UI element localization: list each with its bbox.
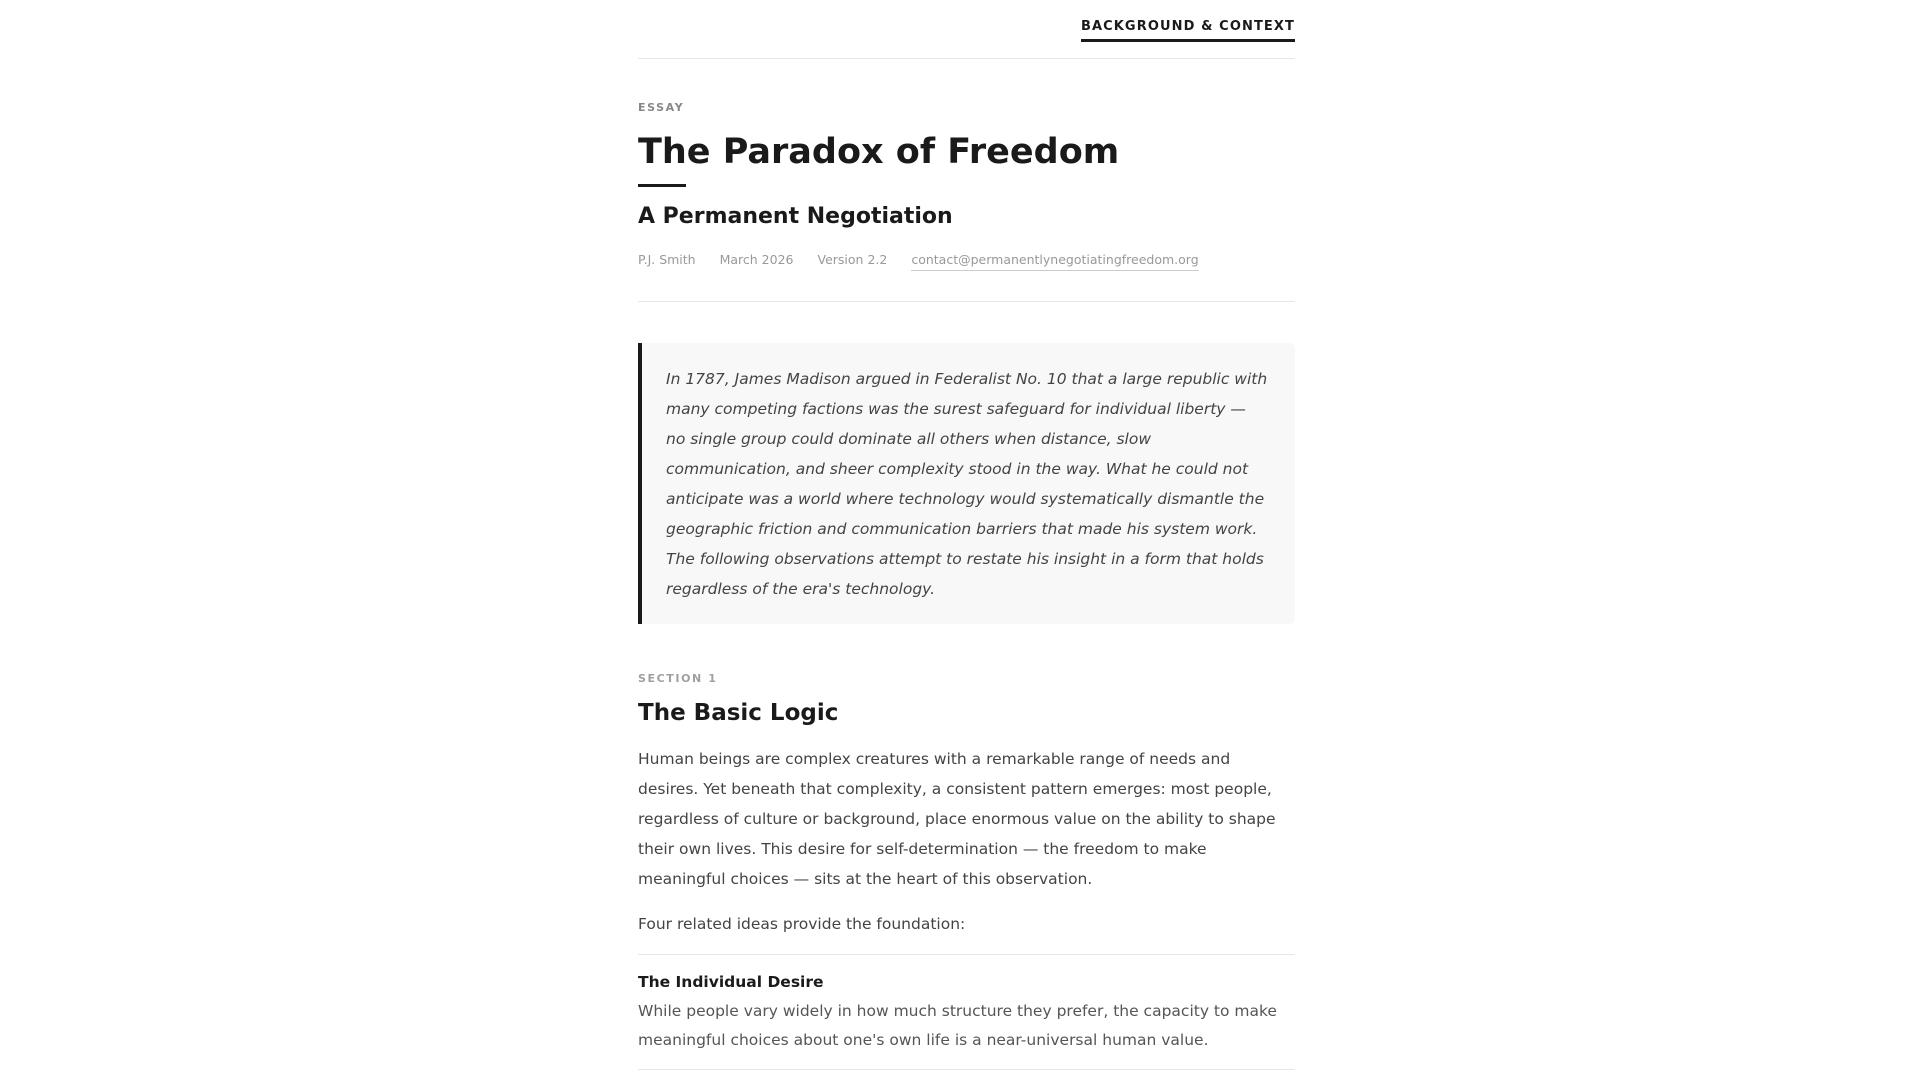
nav-link-background-context[interactable]: BACKGROUND & CONTEXT [1081,18,1295,42]
page-subtitle: A Permanent Negotiation [638,204,953,229]
ideas-lead-in: Four related ideas provide the foundation: [638,915,966,933]
idea-text: While people vary widely in how much structure they prefer, the capacity to make meaningful choices about one's own life is a near-universal human value. [638,1002,1277,1049]
essay-kicker: ESSAY [638,101,685,114]
section-paragraph: Human beings are complex creatures with a remarkable range of needs and desires. Yet beneath that complexity, a consistent pattern emerges: most people, regardless of culture or background, place enormous value on the ability to shape their own lives. This desire for self-determination — the freedom to make meaningful choices — sits at the heart of this observation. [638,750,1276,888]
section-label: SECTION 1 [638,672,718,685]
version-label: Version 2.2 [817,252,888,267]
essay-column [638,0,1295,1070]
publish-date: March 2026 [719,252,794,267]
essay-meta [638,251,1295,271]
title-underline-divider [638,184,686,187]
epigraph-quote [638,343,1295,624]
contact-email-link[interactable]: contact@permanentlynegotiatingfreedom.org [911,251,1198,271]
top-nav [638,0,1295,59]
section-title: The Basic Logic [638,700,839,726]
section-1 [638,672,1295,1070]
idea-item [638,954,1295,1070]
essay-header [638,59,1295,302]
page-title: The Paradox of Freedom [638,132,1120,172]
author-name: P.J. Smith [638,252,696,267]
idea-title: The Individual Desire [638,973,824,991]
epigraph-text: In 1787, James Madison argued in Federalist No. 10 that a large republic with many competing factions was the surest safeguard for individual liberty — no single group could dominate all others when distance, slow communication, and sheer complexity stood in the way. What he could not anticipate was a world where technology would systematically dismantle the geographic friction and communication barriers that made his system work. The following observations attempt to restate his insight in a form that holds regardless of the era's technology. [666,370,1268,598]
